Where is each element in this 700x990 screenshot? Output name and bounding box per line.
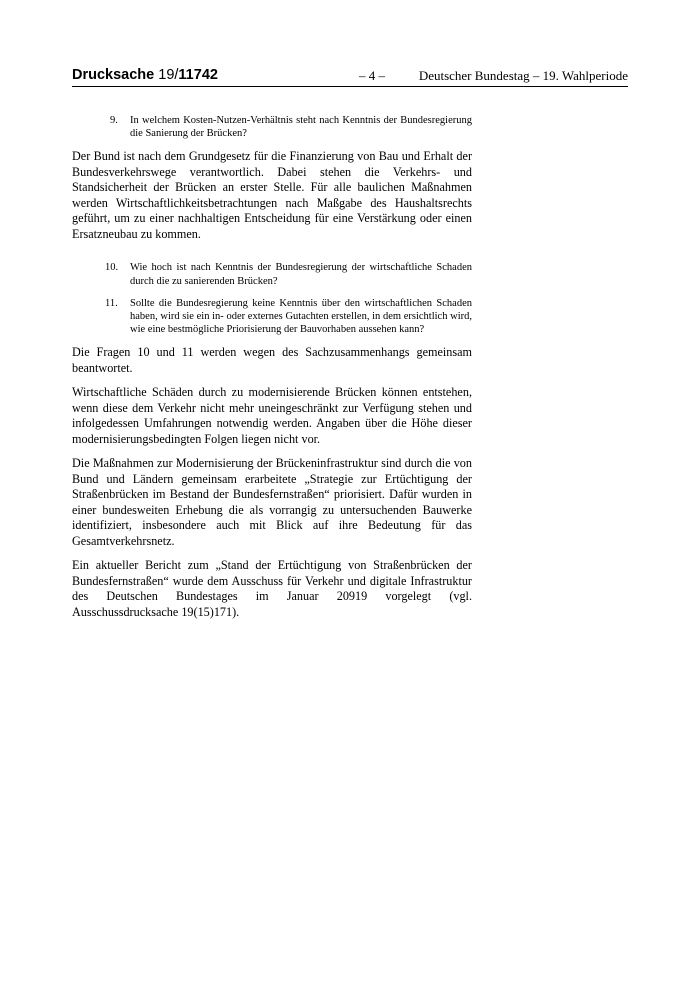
doc-number: 11742 <box>178 67 218 83</box>
publisher-label: Deutscher Bundestag – 19. Wahlperiode <box>418 68 628 83</box>
document-reference <box>72 66 218 84</box>
question-text: In welchem Kosten-Nutzen-Verhältnis steht nach Kenntnis der Bundesregierung die Sanierung der Brücken? <box>130 115 472 140</box>
page-content <box>72 114 472 629</box>
answer-paragraph: Der Bund ist nach dem Grundgesetz für die Finanzierung von Bau und Erhalt der Bundesverkehrswege verantwortlich. Dabei stehen die Verkehrs- und Standsicherheit der Brücken an erster Stelle. Für alle baulichen Maßnahmen werden Wirtschaftlichkeitsbetrachtungen nach Maßgabe des Haushaltsrechts geführt, um zu einer nachhaltigen Entscheidung für eine Verstärkung oder einen Ersatzneubau zu kommen. <box>72 149 472 241</box>
page-header <box>72 66 628 87</box>
question-text: Wie hoch ist nach Kenntnis der Bundesregierung der wirtschaftliche Schaden durch die zu sanierenden Brücken? <box>130 262 472 287</box>
doc-label: Drucksache <box>72 67 155 83</box>
question-number: 10. <box>105 262 119 274</box>
question-number: 11. <box>105 297 118 309</box>
doc-prefix: 19/ <box>158 67 179 83</box>
page-number: – 4 – <box>359 68 385 83</box>
question-10 <box>72 261 472 287</box>
question-number: 9. <box>110 115 118 126</box>
question-9 <box>72 114 472 140</box>
answer-paragraph: Wirtschaftliche Schäden durch zu modernisierende Brücken können entstehen, wenn diese dem Verkehr nicht mehr uneingeschränkt zur Verfügung stehen und infolgedessen Umfahrungen notwendig werden. Angaben über die Höhe dieser modernisierungsbedingten Folgen liegen nicht vor. <box>72 385 472 446</box>
question-11 <box>72 297 472 337</box>
question-text: Sollte die Bundesregierung keine Kenntnis über den wirtschaftlichen Schaden haben, wird sie ein in- oder externes Gutachten erstellen, in dem ersichtlich wird, wie eine bestmögliche Priorisierung der Bauvorhaben aussehen kann? <box>130 297 472 336</box>
answer-paragraph: Ein aktueller Bericht zum „Stand der Ertüchtigung von Straßenbrücken der Bundesfernstraßen“ wurde dem Ausschuss für Verkehr und digitale Infrastruktur des Deutschen Bundestages im Januar 20919 vorgelegt (vgl. Ausschussdrucksache 19(15)171). <box>72 558 472 619</box>
answer-paragraph: Die Maßnahmen zur Modernisierung der Brückeninfrastruktur sind durch die von Bund und Ländern gemeinsam erarbeitete „Strategie zur Ertüchtigung der Straßenbrücken im Bestand der Bundesfernstraßen“ priorisiert. Dafür wurden in einer bundesweiten Erhebung die als vorrangig zu untersuchenden Bauwerke identifiziert, insbesondere auch mit Blick auf ihre Bedeutung für das Gesamtverkehrsnetz. <box>72 456 472 548</box>
answer-paragraph: Die Fragen 10 und 11 werden wegen des Sachzusammenhangs gemeinsam beantwortet. <box>72 345 472 375</box>
